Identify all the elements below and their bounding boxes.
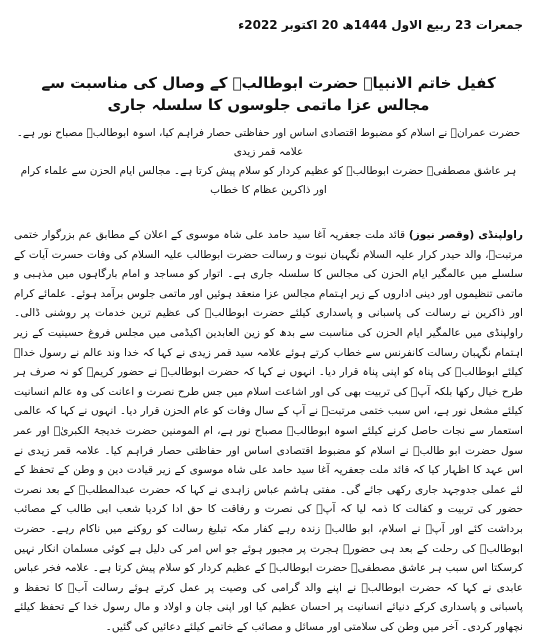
summary [14,124,523,200]
headline: کفیل خاتم الانبیاؐ حضرت ابوطالبؑ کے وصال کی مناسبت سے مجالس عزا ماتمی جلوسوں کا سلسلہ جاری [41,74,496,114]
summary-line: ہر عاشق مصطفیؐ حضرت ابوطالبؑ کو عظیم کردار کو سلام پیش کرتا ہے۔ مجالس ایام الحزن سے علماء کرام اور ذاکرین عظام کا خطاب [20,165,517,196]
dateline: جمعرات 23 ربیع الاول 1444ھ 20 اکتوبر 2022ء [238,18,523,32]
dateline-lead: راولپنڈی (وقصر نیوز) [408,229,523,241]
article-text: قائد ملت جعفریہ آغا سید حامد علی شاہ موسوی کے اعلان کے مطابق عم بزرگوار ختمی مرتبتؐ، والد حیدر کرار علیہ السلام نگہبان نبوت و رسالت حضرت ابوطالب علیہ السلام کی وفات حسرت آیات کے سلسلے میں عالمگیر ایام الحزن کی مجالس کا سلسلہ جاری ہے۔ اتوار کو مساجد و امام بارگاہوں میں مذہبی و ماتمی تنظیموں اور دینی اداروں کے زیر اہتمام مجالس عزا منعقد ہوئیں اور ماتمی جلوس برآمد ہوئے۔ علمائے کرام اور ذاکرین نے رسالت کی پاسبانی و پاسداری کیلئے حضرت ابوطالبؑ کی عظیم ترین خدمات پر روشنی ڈالی۔ راولپنڈی میں عالمگیر ایام الحزن کی مناسبت سے بدھ کو زین العابدین اکیڈمی میں مجلس فروغ حسینیت کے زیر اہتمام نگہبان رسالت کانفرنس سے خطاب کرتے ہوئے علامہ سید قمر زیدی نے کہا کہ خدا وند عالم نے رسول خداؐ کیلئے ابوطالبؑ کی پناہ کو اپنی پناہ قرار دیا۔ انہوں نے کہا کہ حضرت ابوطالبؑ نے حضور کریمؐ کو نہ صرف ہر طرح خیال رکھا بلکہ آپؐ کی تربیت بھی کی اور اشاعت اسلام میں جس طرح نصرت و اعانت کی وہ عالم انسانیت کیلئے مشعل نور ہے، اس سبب ختمی مرتبتؐ نے آپ کے سال وفات کو عام الحزن قرار دیا۔ انہوں نے کہا کہ عالمی استعمار سے نجات حاصل کرنے کیلئے اسوہ ابوطالبؑ مصباح نور ہے، ام المومنین حضرت خدیجۃ الکبریٰؑ اور عمر سول حضرت ابو طالبؑ نے اسلام کو مضبوط اقتصادی اساس اور حفاظتی حصار فراہم کیا۔ علامہ قمر زیدی نے اس عہد کا اظہار کیا کہ قائد ملت جعفریہ آغا سید حامد علی شاہ موسوی کے زیر قیادت دین و وطن کے تحفظ کے لئے عملی جدوجہد جاری رکھی جائے گی۔ مفتی ہاشم عباس زاہدی نے کہا کہ حضرت عبدالمطلبؑ کے بعد نصرت حضور کی تربیت و کفالت کا ذمہ لیا کہ آپؐ کی نصرت و رفاقت کا حق ادا کردیا شعب ابی طالب کے مصائب برداشت کئے اور آپؐ نے اسلام، ابو طالبؑ زندہ رہے کفار مکہ تبلیغ رسالت کو روکنے میں ناکام رہے۔ حضرت ابوطالبؑ کی رحلت کے بعد ہی حضورؐ ہجرت پر مجبور ہوئے جو اس امر کی دلیل ہے کوئی مسلمان انکار نہیں کرسکتا اس سبب ہر عاشق مصطفیؐ حضرت ابوطالبؑ کے عظیم کردار کو سلام پیش کرتا ہے۔ علامہ فخر عباس عابدی نے کہا کہ حضرت ابوطالبؑ نے اپنے والد گرامی کی وصیت پر عمل کرتے ہوئے رسالت آبؐ کا تحفظ و پاسبانی و پاسداری کرکے دنیائے انسانیت پر احسان عظیم کیا اور اپنی جان و اولاد و مال رسول خدا کے تحفظ کیلئے نچھاور کردی۔ آخر میں وطن کی سلامتی اور مسائل و مصائب کے خاتمے کیلئے دعائیں کی گئیں۔ [14,229,523,633]
article-paragraph [14,226,523,637]
article-body [14,226,523,637]
summary-line: حضرت عمرانؑ نے اسلام کو مضبوط اقتصادی اساس اور حفاظتی حصار فراہم کیا، اسوہ ابوطالبؑ مصباح نور ہے۔ علامہ قمر زیدی [16,127,521,158]
